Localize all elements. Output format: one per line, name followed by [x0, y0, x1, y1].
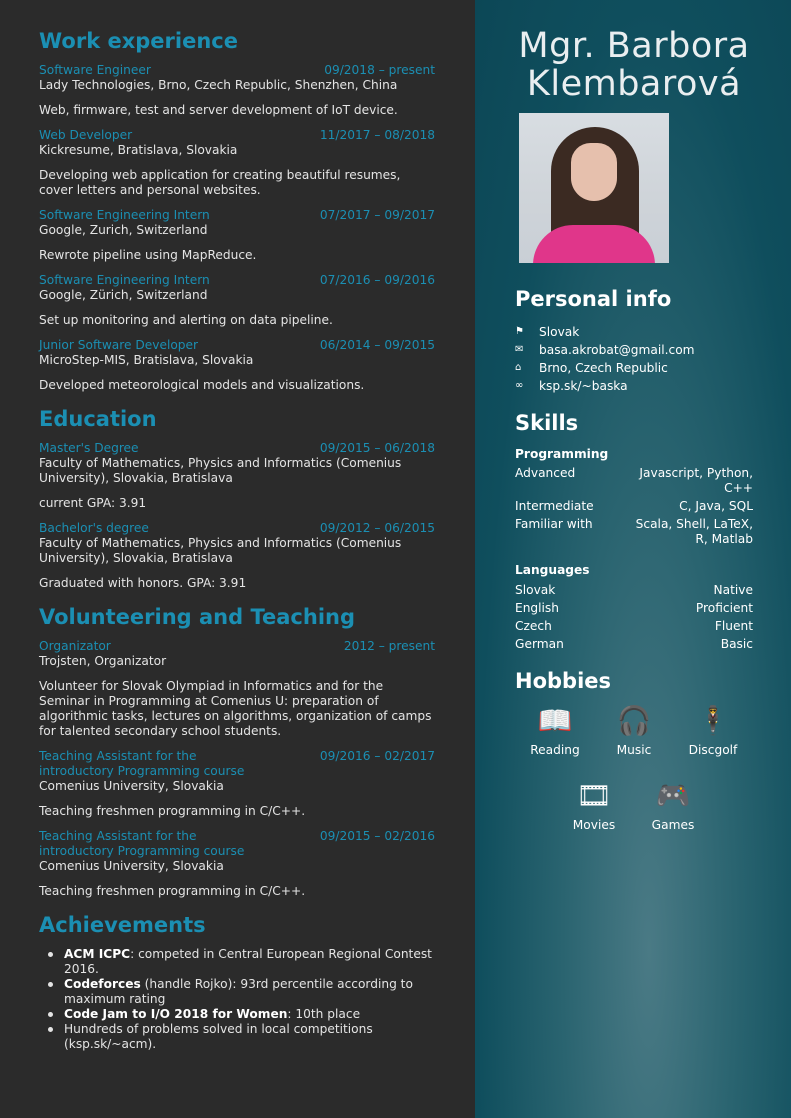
right-column — [475, 0, 791, 1118]
language-row — [515, 599, 753, 617]
entry-role: Master's Degree — [39, 441, 139, 455]
section-title-personal: Personal info — [515, 287, 672, 311]
section-title-skills: Skills — [515, 411, 579, 435]
education-entry — [39, 521, 435, 591]
film-icon: 🎞 — [576, 779, 612, 812]
entry-header — [39, 829, 435, 859]
headphones-icon: 🎧 — [616, 704, 652, 737]
skills-programming-title: Programming — [515, 447, 609, 461]
volunteer-entry — [39, 639, 435, 739]
achievement-item — [48, 977, 435, 1007]
entry-header — [39, 749, 435, 779]
entry-dates: 09/2016 – 02/2017 — [319, 749, 435, 763]
personal-info-item — [515, 377, 753, 395]
personal-info-text: ksp.sk/~baska — [539, 379, 628, 393]
language-level: Fluent — [714, 619, 753, 633]
skill-row — [515, 517, 753, 547]
entry-description: Teaching freshmen programming in C/C++. — [39, 804, 306, 818]
hobby-label: Movies — [572, 818, 616, 832]
entry-role: Teaching Assistant for the introductory Programming course — [39, 749, 245, 778]
entry-role: Software Engineering Intern — [39, 273, 210, 287]
entry-role: Web Developer — [39, 128, 133, 142]
education-list — [39, 441, 435, 591]
entry-header — [39, 441, 435, 456]
volunteer-list — [39, 639, 435, 899]
entry-description: Developed meteorological models and visualizations. — [39, 378, 365, 392]
skill-value: Javascript, Python, C++ — [639, 466, 753, 495]
entry-dates: 11/2017 – 08/2018 — [319, 128, 435, 142]
entry-description: Web, firmware, test and server development of IoT device. — [39, 103, 398, 117]
achievement-highlight: Codeforces — [64, 977, 141, 991]
gamepad-icon: 🎮 — [655, 779, 691, 812]
language-row — [515, 617, 753, 635]
language-level: Proficient — [695, 601, 753, 615]
hobby-label: Reading — [530, 743, 580, 757]
entry-role: Software Engineer — [39, 63, 151, 77]
language-row — [515, 635, 753, 653]
section-title-work: Work experience — [39, 29, 238, 53]
personal-info-item — [515, 323, 753, 341]
profile-photo — [519, 113, 669, 263]
section-title-volunteer: Volunteering and Teaching — [39, 605, 355, 629]
achievement-text: : 10th place — [287, 1007, 361, 1021]
hobby-label: Music — [616, 743, 652, 757]
skills-languages-title: Languages — [515, 563, 590, 577]
home-icon: ⌂ — [515, 362, 522, 373]
entry-description: Set up monitoring and alerting on data pipeline. — [39, 313, 333, 327]
skill-level: Familiar with — [515, 517, 593, 531]
person-name: Mgr. Barbora Klembarová — [518, 26, 750, 104]
language-name: German — [515, 637, 564, 651]
hobby-item — [515, 703, 595, 757]
personal-info-text: basa.akrobat@gmail.com — [539, 343, 695, 357]
personal-info-text: Slovak — [539, 325, 580, 339]
link-icon: ∞ — [515, 380, 524, 391]
entry-organization: Google, Zürich, Switzerland — [39, 288, 208, 302]
personal-info-item — [515, 359, 753, 377]
entry-role: Organizator — [39, 639, 111, 653]
achievement-highlight: Code Jam to I/O 2018 for Women — [64, 1007, 288, 1021]
achievement-item — [48, 947, 435, 977]
entry-role: Software Engineering Intern — [39, 208, 210, 222]
work-list — [39, 63, 435, 393]
flag-icon: ⚑ — [515, 326, 524, 337]
entry-description: current GPA: 3.91 — [39, 496, 147, 510]
volunteer-entry — [39, 749, 435, 819]
achievement-text: (handle Rojko): 93rd percentile according to maximum rating — [64, 977, 413, 1006]
entry-header — [39, 639, 435, 654]
entry-organization: Trojsten, Organizator — [39, 654, 167, 668]
entry-organization: Faculty of Mathematics, Physics and Informatics (Comenius University), Slovakia, Bratislava — [39, 536, 402, 565]
entry-dates: 09/2015 – 02/2016 — [319, 829, 435, 843]
achievement-item — [48, 1007, 435, 1022]
skill-level: Advanced — [515, 466, 576, 480]
entry-header — [39, 521, 435, 536]
skill-level: Intermediate — [515, 499, 594, 513]
section-title-achievements: Achievements — [39, 913, 206, 937]
book-icon: 📖 — [537, 704, 573, 737]
work-entry — [39, 273, 435, 328]
programming-skills — [515, 466, 753, 547]
skill-row — [515, 499, 753, 514]
entry-dates: 09/2015 – 06/2018 — [319, 441, 435, 455]
entry-dates: 2012 – present — [343, 639, 435, 653]
entry-organization: MicroStep-MIS, Bratislava, Slovakia — [39, 353, 254, 367]
personal-info-item — [515, 341, 753, 359]
language-skills — [515, 581, 753, 653]
entry-dates: 07/2016 – 09/2016 — [319, 273, 435, 287]
hobby-item — [673, 703, 753, 757]
hobby-item — [594, 703, 674, 757]
entry-organization: Google, Zurich, Switzerland — [39, 223, 208, 237]
achievement-text: : competed in Central European Regional Contest 2016. — [64, 947, 432, 976]
entry-header — [39, 128, 435, 143]
hobby-label: Discgolf — [688, 743, 738, 757]
entry-organization: Comenius University, Slovakia — [39, 859, 224, 873]
person-icon: 🕴 — [695, 704, 731, 737]
skill-row — [515, 466, 753, 496]
entry-dates: 06/2014 – 09/2015 — [319, 338, 435, 352]
hobbies-list — [515, 703, 753, 853]
entry-dates: 09/2018 – present — [324, 63, 435, 77]
achievement-highlight: ACM ICPC — [64, 947, 131, 961]
skill-value: Scala, Shell, LaTeX, R, Matlab — [635, 517, 753, 546]
entry-role: Teaching Assistant for the introductory Programming course — [39, 829, 245, 858]
entry-header — [39, 273, 435, 288]
work-entry — [39, 338, 435, 393]
work-entry — [39, 128, 435, 198]
entry-organization: Kickresume, Bratislava, Slovakia — [39, 143, 238, 157]
entry-dates: 09/2012 – 06/2015 — [319, 521, 435, 535]
hobby-label: Games — [651, 818, 695, 832]
work-entry — [39, 63, 435, 118]
language-level: Basic — [720, 637, 753, 651]
entry-role: Junior Software Developer — [39, 338, 199, 352]
section-title-hobbies: Hobbies — [515, 669, 612, 693]
language-name: Czech — [515, 619, 552, 633]
language-name: English — [515, 601, 560, 615]
entry-description: Teaching freshmen programming in C/C++. — [39, 884, 306, 898]
volunteer-entry — [39, 829, 435, 899]
language-row — [515, 581, 753, 599]
personal-info-text: Brno, Czech Republic — [539, 361, 668, 375]
envelope-icon: ✉ — [515, 344, 524, 355]
education-entry — [39, 441, 435, 511]
entry-role: Bachelor's degree — [39, 521, 149, 535]
achievement-text: Hundreds of problems solved in local competitions (ksp.sk/~acm). — [64, 1022, 373, 1051]
personal-info-list — [515, 323, 753, 395]
entry-header — [39, 208, 435, 223]
entry-description: Rewrote pipeline using MapReduce. — [39, 248, 257, 262]
achievements-list — [39, 947, 435, 1052]
skill-value: C, Java, SQL — [679, 499, 753, 513]
entry-header — [39, 63, 435, 78]
achievement-item — [48, 1022, 435, 1052]
entry-description: Graduated with honors. GPA: 3.91 — [39, 576, 247, 590]
work-entry — [39, 208, 435, 263]
language-level: Native — [713, 583, 753, 597]
language-name: Slovak — [515, 583, 556, 597]
entry-organization: Faculty of Mathematics, Physics and Informatics (Comenius University), Slovakia, Bratislava — [39, 456, 402, 485]
section-title-education: Education — [39, 407, 157, 431]
entry-description: Developing web application for creating beautiful resumes, cover letters and personal websites. — [39, 168, 401, 197]
entry-organization: Lady Technologies, Brno, Czech Republic, Shenzhen, China — [39, 78, 398, 92]
entry-description: Volunteer for Slovak Olympiad in Informatics and for the Seminar in Programming at Comenius U: preparation of algorithmic tasks, lectures on algorithms, organization of camps for talented secondary school students. — [39, 679, 432, 738]
entry-organization: Comenius University, Slovakia — [39, 779, 224, 793]
entry-header — [39, 338, 435, 353]
hobby-item — [554, 778, 634, 832]
entry-dates: 07/2017 – 09/2017 — [319, 208, 435, 222]
hobby-item — [633, 778, 713, 832]
